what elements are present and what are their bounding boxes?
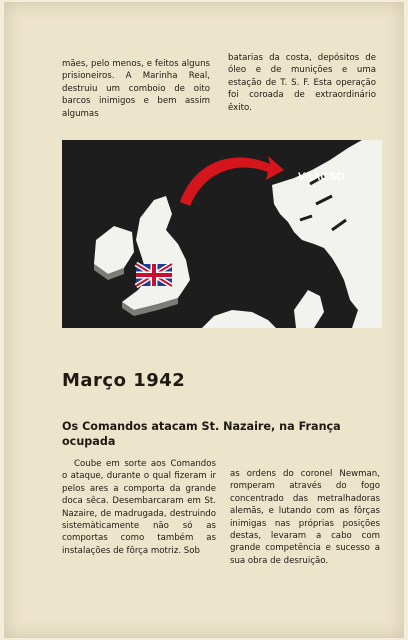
text-column-bottom-left (62, 458, 216, 557)
denmark-land (294, 290, 324, 328)
paragraph: as ordens do coronel Newman, romperam através do fogo concentrado das metralhadoras alemãs, e lutando com as fôrças inimigas nas próprias posições destas, levaram a cabo com grande competência e sucesso a sua obra de desruição. (230, 469, 380, 566)
map-graphic (62, 140, 382, 328)
vaagso-label: VAAGSO (298, 171, 345, 183)
paragraph: Coube em sorte aos Comandos o ataque, durante o qual fizeram ir pelos ares a comporta da grande doca sêca. Desembarcaram em St. Nazaire, de madrugada, destruindo sistemàticamente não só as comportas como também as instalações de fôrça motriz. Sob (62, 459, 216, 556)
continent-land (202, 310, 276, 328)
scandinavia-land (272, 140, 382, 328)
paragraph: mães, pelo menos, e feitos alguns prisioneiros. A Marinha Real, destruiu um comboio de oito barcos inimigos e bem assim algumas (62, 59, 210, 119)
raid-arrow (180, 156, 284, 206)
text-column-top-left (62, 58, 210, 120)
text-column-bottom-right (230, 468, 380, 567)
raid-map-illustration (62, 140, 382, 328)
text-column-top-right (228, 52, 376, 114)
section-subheading: Os Comandos atacam St. Nazaire, na França ocupada (62, 420, 341, 448)
section-heading-date: Março 1942 (62, 370, 186, 391)
ireland-land (94, 226, 134, 274)
paragraph: batarias da costa, depósitos de óleo e de munições e uma estação de T. S. F. Esta operação foi coroada de extraordinário êxito. (228, 53, 376, 113)
union-jack-flag (136, 264, 172, 286)
